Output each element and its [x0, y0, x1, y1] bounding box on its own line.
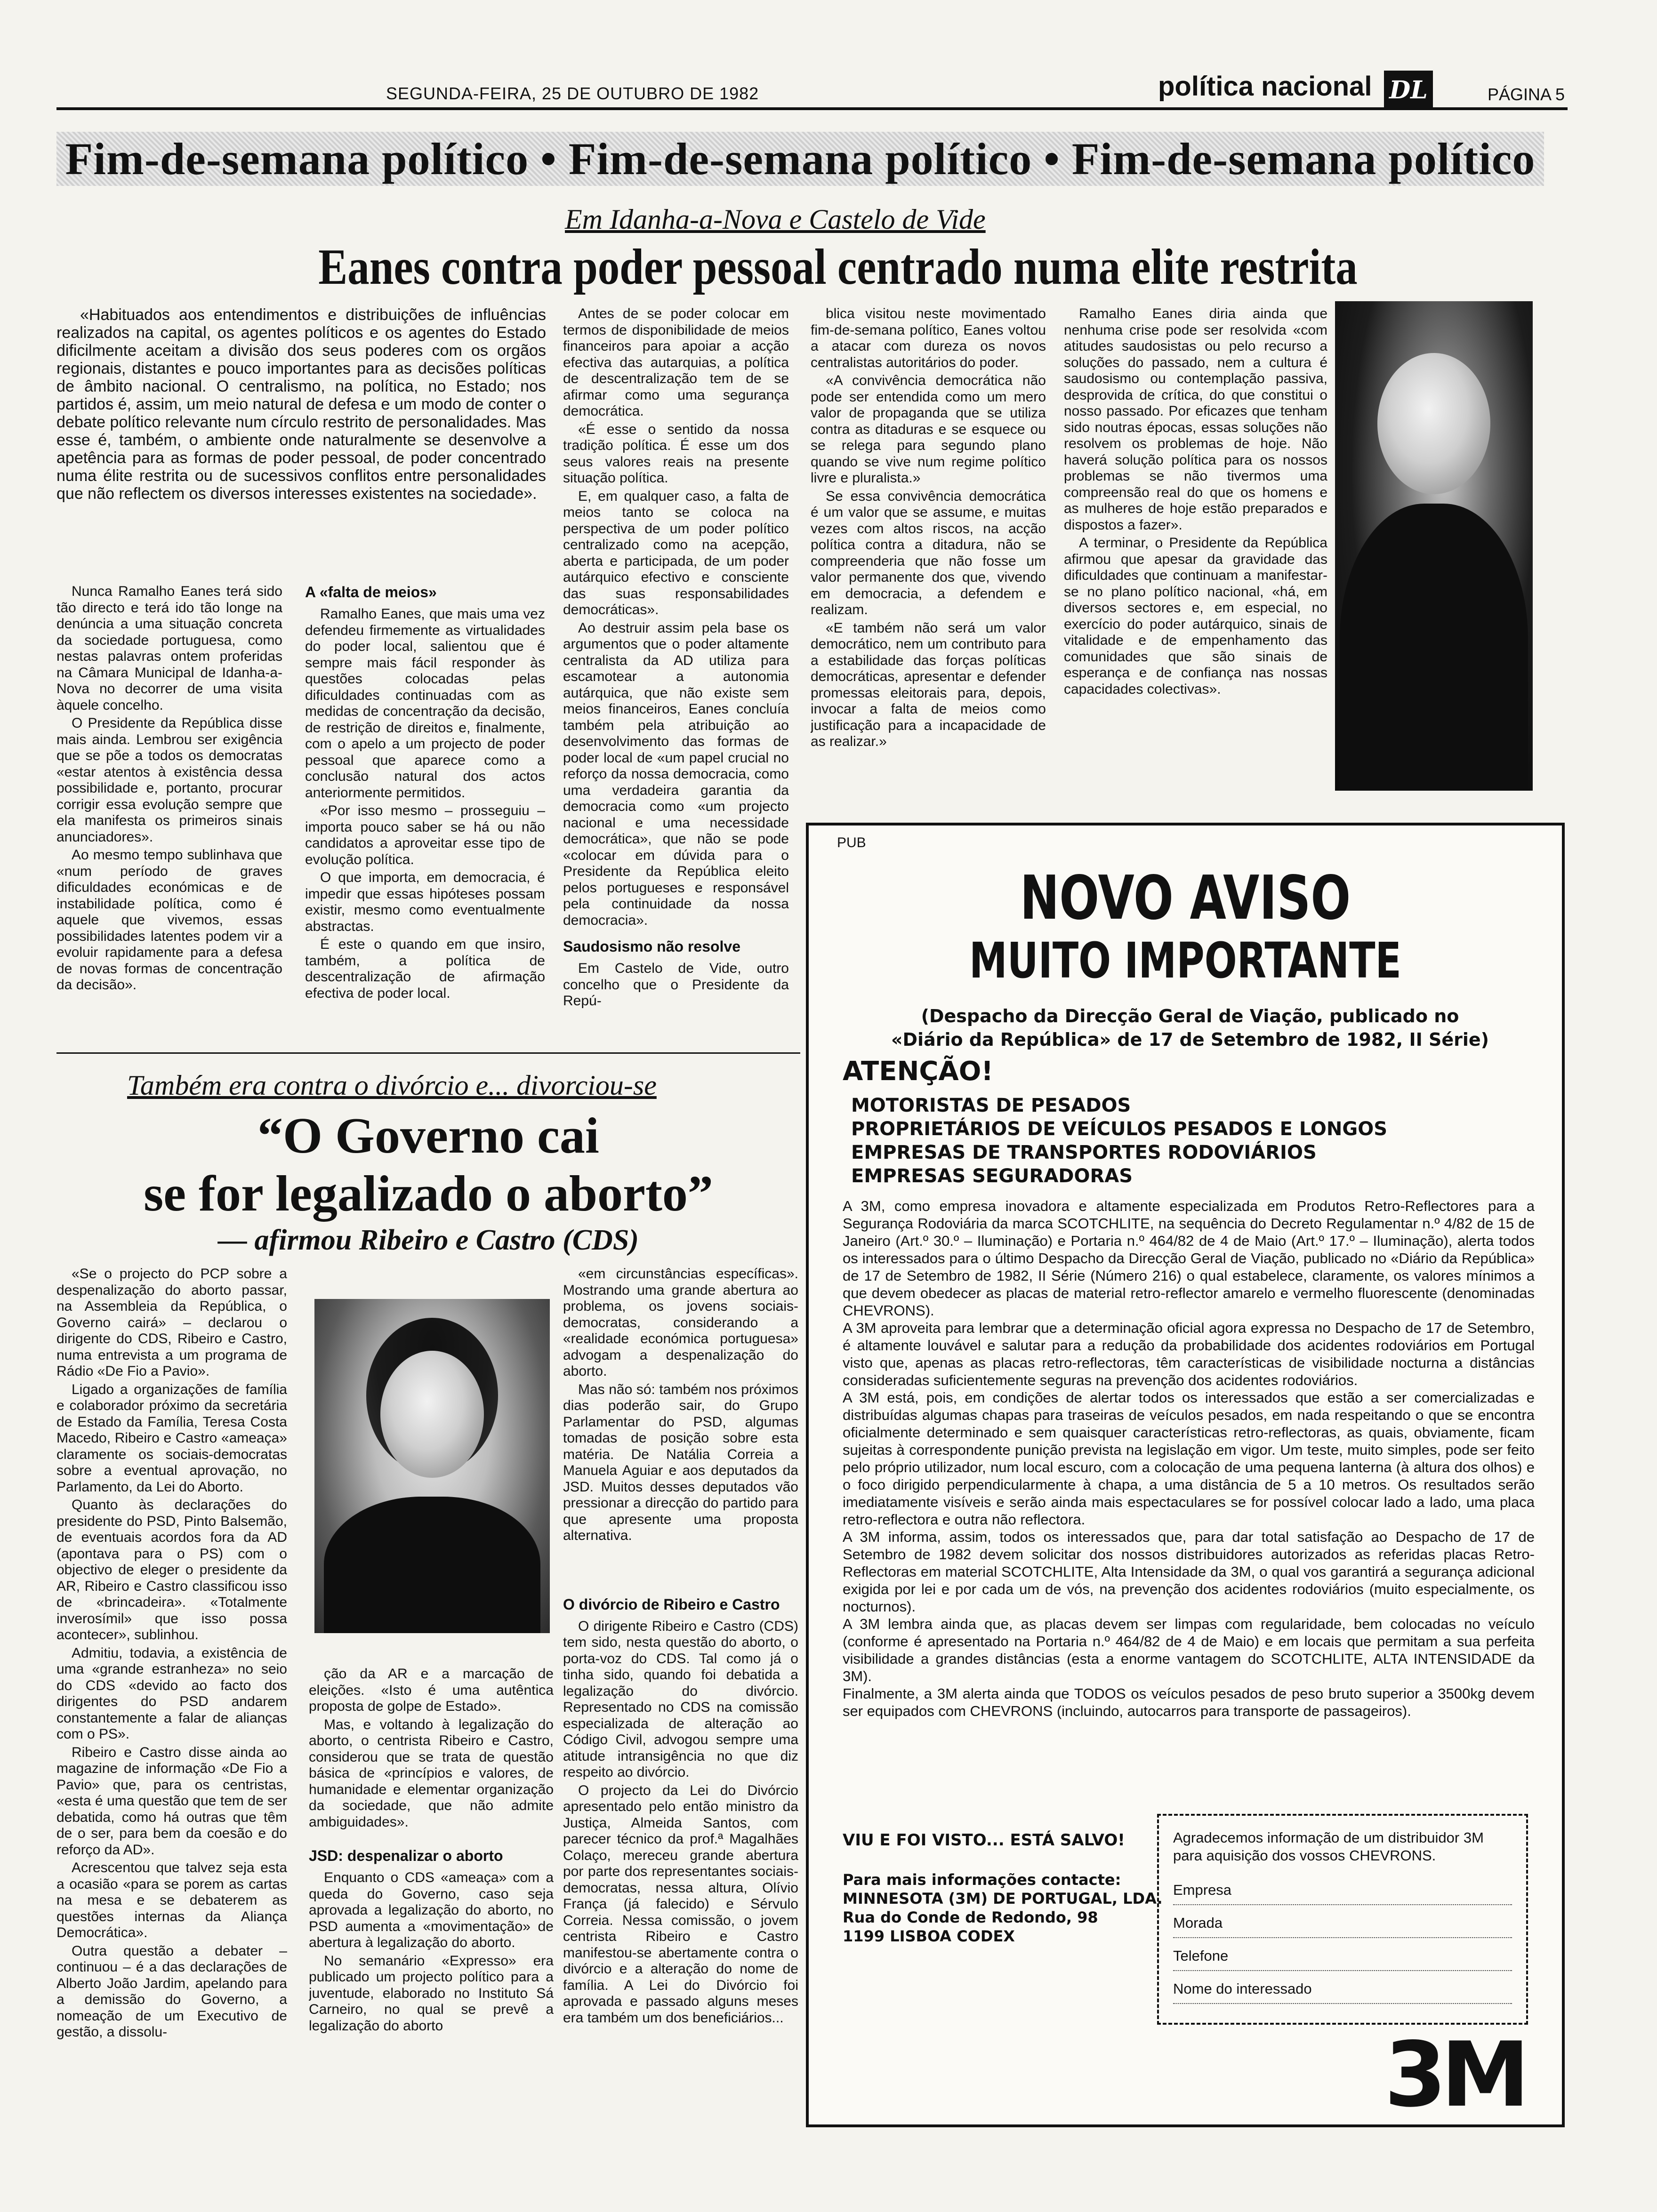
coupon-field-label: Empresa	[1173, 1882, 1232, 1898]
paragraph: «em circunstâncias específicas». Mostrando uma grande abertura ao problema, os jovens sociais-democratas, considerando a «realidade económica portuguesa» advogam a despenalização do aborto.	[563, 1266, 798, 1379]
paragraph: Se essa convivência democrática é um valor que se assume, e muitas vezes com altos riscos, na acção política contra a ditadura, não se compreenderia que não fosse um valor permanente dos que, vivendo em democracia, a defendem e realizam.	[811, 488, 1046, 617]
audience-item: EMPRESAS SEGURADORAS	[851, 1165, 1133, 1187]
ad-paragraph: Finalmente, a 3M alerta ainda que TODOS os veículos pesados de peso bruto superior a 3500kg devem ser equipados com CHEVRONS (incluindo, autocarros para transporte de passageiros).	[843, 1685, 1535, 1719]
article1-lead	[56, 306, 546, 579]
coupon-field-label: Nome do interessado	[1173, 1980, 1312, 1997]
paragraph: Outra questão a debater – continuou – é a das declarações de Alberto João Jardim, apelando para a demissão do Governo, a nomeação de um Executivo de gestão, a dissolu-	[56, 1943, 287, 2040]
paragraph: Admitiu, todavia, a existência de uma «grande estranheza» no seio do CDS «devido ao facto dos dirigentes do PSD andarem constantemente a falar de alianças com o PS».	[56, 1645, 287, 1742]
masthead-rule	[56, 107, 1568, 110]
ad-contact	[843, 1870, 1163, 1946]
page-number: PÁGINA 5	[1488, 85, 1565, 104]
paragraph: É este o quando em que insiro, também, a política de descentralização de afirmação efectiva de poder local.	[305, 937, 545, 1001]
ad-body	[843, 1197, 1535, 1720]
subhead-falta-de-meios: A «falta de meios»	[305, 584, 437, 601]
article1-headline: Eanes contra poder pessoal centrado numa elite restrita	[318, 239, 1358, 295]
3m-logo: 3M	[1384, 2023, 1524, 2127]
article2-colB	[309, 1666, 554, 2165]
article2-headline-line1: “O Governo cai	[257, 1108, 599, 1164]
ad-pub-tag: PUB	[837, 835, 866, 850]
coupon-field-morada[interactable]	[1173, 1915, 1512, 1938]
ad-title-1: NOVO AVISO	[1020, 863, 1351, 933]
ribeiro-castro-photo	[314, 1299, 550, 1633]
paragraph: Ribeiro e Castro disse ainda ao magazine de informação «De Fio a Pavio» que, para os centristas, «esta é uma questão que tem de ser debatida, como há outras que têm de o ser, para bem da coesão e do reforço da AD».	[56, 1744, 287, 1858]
ad-coupon	[1157, 1814, 1528, 2025]
paragraph: Em Castelo de Vide, outro concelho que o Presidente da Repú-	[563, 961, 789, 1009]
paragraph: «É esse o sentido da nossa tradição política. É esse um dos seus valores reais na presente situação política.	[563, 421, 789, 486]
paragraph: O dirigente Ribeiro e Castro (CDS) tem sido, nesta questão do aborto, o porta-voz do CDS. Tal como já o tinha sido, quando foi debatida a legalização do divórcio. Representado no CDS na comissão especializada de alteração ao Código Civil, advogou sempre uma atitude intransigência no que diz respeito ao divórcio.	[563, 1618, 798, 1780]
paragraph: Ramalho Eanes, que mais uma vez defendeu firmemente as virtualidades do poder local, salientou que é sempre mais fácil responder às questões colocadas pelas dificuldades continuadas com as medidas de concentração da decisão, de restrição de direitos e, finalmente, com o apelo a um projecto de poder pessoal que aparece como a conclusão natural dos actos anteriormente permitidos.	[305, 606, 545, 801]
paragraph: No semanário «Expresso» era publicado um projecto político para a juventude, elaborado no Instituto Sá Carneiro, no qual se prevê a legalização do aborto	[309, 1953, 554, 2034]
ad-paragraph: A 3M aproveita para lembrar que a determinação oficial agora expressa no Despacho de 17 de Setembro, é altamente louvável e salutar para a redução da probabilidade dos acidentes rodoviários em Portugal visto que, apenas as placas retro-reflectoras, têm características de visibilidade nocturna a distâncias consideradas suficientemente seguras na prevenção dos acidentes rodoviários.	[843, 1320, 1535, 1388]
lead-paragraph: «Habituados aos entendimentos e distribuições de influências realizados na capital, os agentes políticos e os agentes do Estado dificilmente aceitam a divisão dos seus poderes com os orgãos regionais, distantes e pouco importantes para as decisões políticas de âmbito nacional. O centralismo, na política, no Estado; nos partidos é, assim, um meio natural de defesa e um modo de conter o debate político relevante num círculo restrito de personalidades. Mas esse é, também, o ambiente onde naturalmente se desenvolve a apetência para as formas de poder pessoal, de poder concentrado numa élite restrita ou de sucessivos conflitos entre personalidades que não reflectem os diversos interesses existentes na sociedade».	[56, 306, 546, 503]
subhead-jsd: JSD: despenalizar o aborto	[309, 1847, 503, 1864]
paragraph: O projecto da Lei do Divórcio apresentado pelo então ministro da Justiça, Almeida Santos, com parecer técnico da prof.ª Magalhães Colaço, mereceu grande abertura por parte dos representantes sociais-democratas, nessa altura, Olívio França (já falecido) e Sérvulo Correia. Nessa comissão, o jovem centrista Ribeiro e Castro manifestou-se abertamente contra o divórcio e a alteração do nome de família. A Lei do Divórcio foi aprovada e passado alguns meses era também um dos beneficiários...	[563, 1782, 798, 2026]
paragraph: Ligado a organizações de família e colaborador próximo da secretária de Estado da Família, Teresa Costa Macedo, Ribeiro e Castro «ameaça» claramente os sociais-democratas sobre a eventual aprovação, no Parlamento, da Lei do Aborto.	[56, 1381, 287, 1495]
paragraph: ção da AR e a marcação de eleições. «Isto é uma autêntica proposta de golpe de Estado».	[309, 1666, 554, 1714]
article-divider	[56, 1052, 800, 1054]
ad-paragraph: A 3M informa, assim, todos os interessados que, para dar total satisfação ao Despacho de 17 de Setembro de 1982 devem solicitar dos nossos distribuidores autorizados as referidas placas Retro-Reflectoras em material SCOTCHLITE, Alta Intensidade da 3M, o qual vos garantirá a segurança adicional exigida por lei e por cada um de vós, na prevenção dos acidentes rodoviários (muito especialmente, os nocturnos).	[843, 1529, 1535, 1615]
dl-logo	[1384, 71, 1433, 109]
paragraph: Ao mesmo tempo sublinhava que «num período de graves dificuldades económicas e de instabilidade política, como é aquele que vivemos, essas possibilidades latentes podem vir a evoluir rapidamente para a defesa de novas formas de concentração da decisão».	[56, 847, 282, 993]
article1-col1	[56, 584, 282, 1054]
paragraph: E, em qualquer caso, a falta de meios tanto se coloca na perspectiva de um poder político centralizado como na acepção, aberta e participada, de um poder autárquico efectivo e consciente das suas responsabilidades democráticas».	[563, 488, 789, 617]
coupon-field-label: Morada	[1173, 1915, 1223, 1931]
masthead-date: SEGUNDA-FEIRA, 25 DE OUTUBRO DE 1982	[386, 84, 759, 103]
article1-kicker: Em Idanha-a-Nova e Castelo de Vide	[565, 204, 986, 235]
paragraph: «E também não será um valor democrático, nem um contributo para a estabilidade das forças políticas democráticas, apresentar e defender promessas eleitorais para, depois, invocar a falta de meios como justificação para a incapacidade de as realizar.»	[811, 620, 1046, 749]
audience-item: EMPRESAS DE TRANSPORTES RODOVIÁRIOS	[851, 1142, 1317, 1163]
contact-line: Rua do Conde de Redondo, 98	[843, 1908, 1098, 1926]
subhead-divorcio: O divórcio de Ribeiro e Castro	[563, 1595, 780, 1613]
paragraph: Acrescentou que talvez seja esta a ocasião «para se porem as cartas na mesa e se debaterem as questões internas da Aliança Democrática».	[56, 1860, 287, 1940]
ad-title-2: MUITO IMPORTANTE	[969, 932, 1401, 989]
article2-kicker: Também era contra o divórcio e... divorciou-se	[127, 1070, 657, 1101]
article1-col3	[563, 306, 789, 1040]
article1-col4	[811, 306, 1046, 800]
eanes-photo	[1335, 301, 1533, 791]
article2-colC	[563, 1266, 798, 2165]
ad-audience-list	[851, 1094, 1387, 1188]
photo-suit	[1340, 504, 1528, 791]
banner-text: Fim-de-semana político • Fim-de-semana político • Fim-de-semana político	[65, 134, 1536, 184]
ad-slogan: VIU E FOI VISTO... ESTÁ SALVO!	[843, 1831, 1125, 1850]
article1-col5	[1064, 306, 1327, 800]
paragraph: O Presidente da República disse mais ainda. Lembrou ser exigência que se põe a todos os democratas «estar atentos à existência dessa possibilidade e, portanto, procurar corrigir essa evolução sempre que ela manifesta os primeiros sinais anunciadores».	[56, 715, 282, 845]
audience-item: PROPRIETÁRIOS DE VEÍCULOS PESADOS E LONGOS	[851, 1118, 1388, 1140]
paragraph: «Por isso mesmo – prosseguiu – importa pouco saber se há ou não candidatos a aproveitar esse tipo de evolução política.	[305, 803, 545, 867]
paragraph: A terminar, o Presidente da República afirmou que apesar da gravidade das dificuldades que continuam a manifestar-se no plano político nacional, «há, em diversos sectores e, em especial, no exercício do poder autárquico, sinais de vitalidade e de empenhamento das comunidades que são sinais de esperança e de confiança nas nossas capacidades colectivas».	[1064, 535, 1327, 697]
paragraph: Ramalho Eanes diria ainda que nenhuma crise pode ser resolvida «com atitudes saudosistas ou pelo recurso a soluções do passado, nem a cultura é saudosismo ou contemplação passiva, desprovida de crítica, do que constitui o nosso passado. Por eficazes que tenham sido noutras épocas, essas soluções não resolvem os problemas de hoje. Não haverá solução política para os nossos problemas se não tivermos uma compreensão real do que os homens e as mulheres de hoje estão preparados e dispostos a fazer».	[1064, 306, 1327, 533]
audience-item: MOTORISTAS DE PESADOS	[851, 1095, 1131, 1116]
dl-logo-text: DL	[1389, 75, 1428, 104]
paragraph: «A convivência democrática não pode ser entendida como um mero valor de propaganda que se utiliza contra as ditaduras e se esquece ou se relega para segundo plano quando se vive num regime político livre e pluralista.»	[811, 373, 1046, 486]
paragraph: O que importa, em democracia, é impedir que essas hipóteses possam existir, mesmo como eventualmente abstractas.	[305, 870, 545, 934]
photo-face	[380, 1351, 484, 1478]
ad-attention: ATENÇÃO!	[843, 1056, 993, 1087]
article2-headline-line2: se for legalizado o aborto”	[144, 1166, 713, 1222]
paragraph: Mas, e voltando à legalização do aborto, o centrista Ribeiro e Castro, considerou que se trata de questão básica de «princípios e valores, de humanidade e elementar organização da sociedade, que não admite ambiguidades».	[309, 1716, 554, 1830]
ad-paragraph: A 3M lembra ainda que, as placas devem ser limpas com regularidade, bem colocadas no veículo (conforme é apresentado na Portaria n.º 464/82 de 4 de Maio) e em locais que permitam a sua perfeita visibilidade a grandes distâncias (esta a enorme vantagem do SCOTCHLITE, ALTA INTENSIDADE da 3M).	[843, 1616, 1535, 1684]
article1-col2	[305, 584, 545, 1054]
coupon-field-empresa[interactable]	[1173, 1882, 1512, 1905]
coupon-field-label: Telefone	[1173, 1948, 1229, 1964]
contact-heading: Para mais informações contacte:	[843, 1871, 1121, 1889]
ad-subtitle: (Despacho da Direcção Geral de Viação, publicado no «Diário da República» de 17 de Setembro de 1982, II Série)	[891, 1006, 1489, 1050]
paragraph: Mas não só: também nos próximos dias poderão sair, do Grupo Parlamentar do PSD, algumas tomadas de posição sobre esta matéria. De Natália Correia a Manuela Aguiar e aos deputados da JSD. Muitos desses deputados vão pressionar a direcção do partido para que apresente uma proposta alternativa.	[563, 1381, 798, 1543]
paragraph: Quanto às declarações do presidente do PSD, Pinto Balsemão, de eventuais acordos fora da AD (apontava para o PS) com o objectivo de eleger o presidente da AR, Ribeiro e Castro classificou isso de «brincadeira». «Totalmente inverosímil» que isso possa acontecer», sublinhou.	[56, 1497, 287, 1643]
paragraph: Ao destruir assim pela base os argumentos que o poder altamente centralista da AD utiliza para escamotear a autonomia autárquica, que não existe sem meios financeiros, Eanes concluía também pela atribuição ao desenvolvimento das formas de poder local de «um papel crucial no reforço da nossa democracia, como uma verdadeira garantia da democracia como «um projecto nacional e uma necessidade democrática», que não se pode «colocar em dúvida para o Presidente da República eleito pelos portugueses e responsável pela continuidade da nossa democracia».	[563, 620, 789, 928]
photo-face	[1377, 353, 1490, 494]
article2-byline: — afirmou Ribeiro e Castro (CDS)	[218, 1224, 639, 1256]
photo-suit	[324, 1497, 540, 1633]
article2-colA	[56, 1266, 287, 2165]
paragraph: «Se o projecto do PCP sobre a despenalização do aborto passar, na Assembleia da República, o Governo cairá» – declarou o dirigente do CDS, Ribeiro e Castro, numa entrevista a um programa de Rádio «De Fio a Pavio».	[56, 1266, 287, 1379]
3m-advertisement	[806, 823, 1565, 2127]
section-title: política nacional	[1158, 71, 1372, 102]
paragraph: Enquanto o CDS «ameaça» com a queda do Governo, caso seja aprovada a legalização do aborto, no PSD aumenta a «movimentação» de abertura à legalização do aborto.	[309, 1870, 554, 1950]
paragraph: Nunca Ramalho Eanes terá sido tão directo e terá ido tão longe na denúncia a uma situação concreta da sociedade portuguesa, como nestas palavras ontem proferidas na Câmara Municipal de Idanha-a-Nova no decorrer de uma visita àquele concelho.	[56, 584, 282, 713]
coupon-field-telefone[interactable]	[1173, 1948, 1512, 1971]
contact-line: 1199 LISBOA CODEX	[843, 1927, 1015, 1945]
contact-line: MINNESOTA (3M) DE PORTUGAL, LDA.	[843, 1890, 1163, 1907]
ad-paragraph: A 3M está, pois, em condições de alertar todos os interessados que estão a ser comercializadas e distribuídas algumas chapas para traseiras de veículos pesados, em nada respeitando o que se encontra oficialmente determinado e sem quaisquer características retro-reflectoras, as quais, obviamente, ficam sujeitas à correspondente punição prevista na legislação em vigor. Um teste, muito simples, pode ser feito pelo próprio utilizador, num local escuro, com a colocação de uma pequena lanterna (à altura dos olhos) e o foco dirigido perpendicularmente à chapa, a uma distância de 5 a 10 metros. Os resultados serão imediatamente visíveis e serão ainda mais espectaculares se for possível colocar lado a lado, uma placa retro-reflectora e outra não reflectora.	[843, 1389, 1535, 1528]
paragraph: blica visitou neste movimentado fim-de-semana político, Eanes voltou a atacar com dureza os novos centralistas autoritários do poder.	[811, 306, 1046, 370]
coupon-field-nome[interactable]	[1173, 1980, 1512, 2004]
coupon-intro: Agradecemos informação de um distribuidor 3M para aquisição dos vossos CHEVRONS.	[1173, 1829, 1484, 1864]
ad-paragraph: A 3M, como empresa inovadora e altamente especializada em Produtos Retro-Reflectores para a Segurança Rodoviária da marca SCOTCHLITE, na sequência do Decreto Regulamentar n.º 4/82 de 15 de Janeiro (Art.º 30.º – Iluminação) e Portaria n.º 464/82 de 4 de Maio (Art.º 17.º – Iluminação), alerta todos os interessados para o último Despacho da Direcção Geral de Viação, publicado no «Diário da República» de 17 de Setembro de 1982, II Série (Número 216) o qual estabelece, claramente, os valores mínimos a que devem obedecer as placas de material retro-reflector amarelo e vermelho fluorescente (denominadas CHEVRONS).	[843, 1198, 1535, 1319]
paragraph: Antes de se poder colocar em termos de disponibilidade de meios financeiros para apoiar a acção efectiva das autarquias, a política de descentralização tem de se afirmar como uma segurança democrática.	[563, 306, 789, 419]
subhead-saudosismo: Saudosismo não resolve	[563, 938, 741, 955]
weekend-banner	[56, 132, 1544, 186]
